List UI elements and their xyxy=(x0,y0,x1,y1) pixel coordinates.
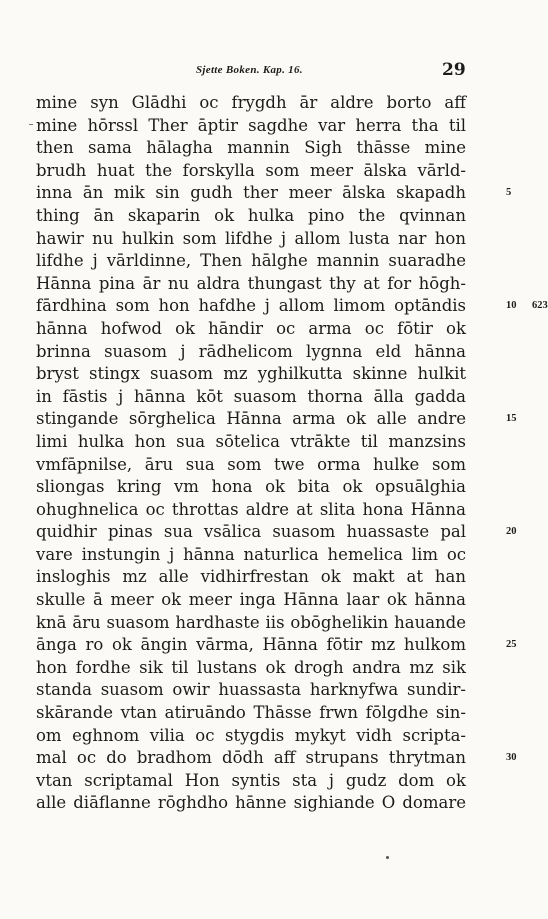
line-number: 20 xyxy=(506,526,517,538)
text-line: brudh huat the forskylla som meer ālska vārld- xyxy=(36,160,466,180)
text-line: fārdhina som hon hafdhe j allom limom optāndis 10 623 xyxy=(36,295,466,318)
line-number: 25 xyxy=(506,639,517,651)
margin-reference-number: 623 xyxy=(532,300,548,312)
text-line: Hānna pina ār nu aldra thungast thy at for hōgh- xyxy=(36,273,466,293)
text-line: hawir nu hulkin som lifdhe j allom lusta nar hon xyxy=(36,228,466,248)
text-line: then sama hālagha mannin Sigh thāsse mine xyxy=(36,138,466,158)
text-line: standa suasom owir huassasta harknyfwa sundir- xyxy=(36,680,466,700)
line-number: 30 xyxy=(506,752,517,764)
text-line: insloghis mz alle vidhirfrestan ok makt at han xyxy=(36,567,466,587)
text-line: skulle ā meer ok meer inga Hānna laar ok hānna xyxy=(36,590,466,610)
text-line: vtan scriptamal Hon syntis sta j gudz dom ok xyxy=(36,770,466,790)
text-line: alle diāflanne rōghdho hānne sighiande O domare xyxy=(36,793,466,813)
page-number: 29 xyxy=(442,60,466,80)
text-line: quidhir pinas sua vsālica suasom huassaste pal 20 xyxy=(36,521,466,544)
text-line: mine syn Glādhi oc frygdh ār aldre borto aff xyxy=(36,93,466,112)
bottom-dot-mark xyxy=(386,856,389,859)
line-number: 5 xyxy=(506,187,512,199)
text-line: sliongas kring vm hona ok bita ok opsuālghia xyxy=(36,477,466,497)
text-line: brinna suasom j rādhelicom lygnna eld hānna xyxy=(36,341,466,361)
text-line: hon fordhe sik til lustans ok drogh andra mz sik xyxy=(36,657,466,677)
text-line: om eghnom vilia oc stygdis mykyt vidh scripta- xyxy=(36,725,466,745)
running-head xyxy=(0,62,544,82)
text-line: inna ān mik sin gudh ther meer ālska skapadh 5 xyxy=(36,182,466,205)
text-line: lifdhe j vārldinne, Then hālghe mannin suaradhe xyxy=(36,251,466,271)
text-line: in fāstis j hānna kōt suasom thorna ālla gadda xyxy=(36,386,466,406)
text-line: stingande sōrghelica Hānna arma ok alle andre 15 xyxy=(36,408,466,431)
text-line: ohughnelica oc throttas aldre at slita hona Hānna xyxy=(36,499,466,519)
text-line: hānna hofwod ok hāndir oc arma oc fōtir ok xyxy=(36,318,466,338)
text-line: skārande vtan atiruāndo Thāsse frwn fōlgdhe sin- xyxy=(36,703,466,723)
text-line: bryst stingx suasom mz yghilkutta skinne hulkit xyxy=(36,364,466,384)
margin-tick-mark xyxy=(29,124,33,125)
text-line: limi hulka hon sua sōtelica vtrākte til manzsins xyxy=(36,431,466,451)
text-line: mal oc do bradhom dōdh aff strupans thrytman 30 xyxy=(36,747,466,770)
text-line: vare instungin j hānna naturlica hemelica lim oc xyxy=(36,544,466,564)
line-number: 10 xyxy=(506,300,517,312)
body-text xyxy=(36,92,548,815)
text-line: ānga ro ok āngin vārma, Hānna fōtir mz hulkom 25 xyxy=(36,634,466,657)
line-number: 15 xyxy=(506,413,517,425)
text-line: mine hōrssl Ther āptir sagdhe var herra tha til xyxy=(36,115,466,135)
text-line: knā āru suasom hardhaste iis obōghelikin hauande xyxy=(36,612,466,632)
text-line: vmfāpnilse, āru sua som twe orma hulke som xyxy=(36,454,466,474)
running-head-title: Sjette Boken. Kap. 16. xyxy=(196,64,303,76)
text-line: thing ān skaparin ok hulka pino the qvinnan xyxy=(36,205,466,225)
